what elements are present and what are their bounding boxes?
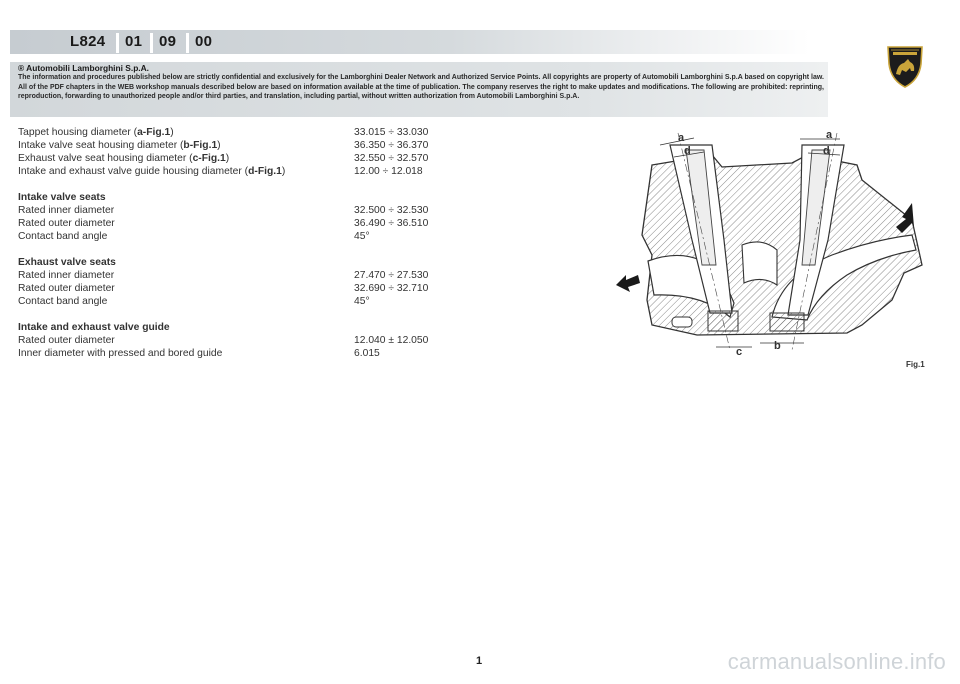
header-code-group: 01 <box>125 33 143 50</box>
spec-value-intake-seat-housing: 36.350 ÷ 36.370 <box>354 140 429 151</box>
spec-value-guide-outer: 12.040 ± 12.050 <box>354 335 429 346</box>
section-heading-valve-guide: Intake and exhaust valve guide <box>18 322 170 333</box>
coolant-passage <box>742 242 777 285</box>
bolt-hole <box>672 317 692 327</box>
figure-label-a-left: a <box>678 132 685 144</box>
spec-label-exhaust-seat-housing: Exhaust valve seat housing diameter (c-Fig.1) <box>18 153 230 164</box>
figure-label-b: b <box>774 340 781 352</box>
spec-value-intake-inner: 32.500 ÷ 32.530 <box>354 205 429 216</box>
spec-label-exhaust-outer: Rated outer diameter <box>18 283 115 294</box>
dimension-line-a-left <box>660 138 694 145</box>
spec-label-intake-seat-housing: Intake valve seat housing diameter (b-Fig.1) <box>18 140 221 151</box>
header-code-model: L824 <box>70 33 106 50</box>
cylinder-head-section-drawing <box>612 125 942 360</box>
page-number: 1 <box>476 655 483 667</box>
spec-value-intake-outer: 36.490 ÷ 36.510 <box>354 218 429 229</box>
header-separator <box>116 33 119 53</box>
figure-label-d-right: d <box>823 145 830 157</box>
header-separator <box>186 33 189 53</box>
watermark: carmanualsonline.info <box>727 649 946 674</box>
intake-valve-seat <box>770 313 804 331</box>
spec-label-intake-inner: Rated inner diameter <box>18 205 115 216</box>
section-heading-intake-seats: Intake valve seats <box>18 192 106 203</box>
figure-caption: Fig.1 <box>906 360 925 369</box>
spec-value-exhaust-seat-housing: 32.550 ÷ 32.570 <box>354 153 429 164</box>
header-code-section: 00 <box>195 33 213 50</box>
figure-label-a-right: a <box>826 129 833 141</box>
spec-label-exhaust-inner: Rated inner diameter <box>18 270 115 281</box>
spec-value-tappet: 33.015 ÷ 33.030 <box>354 127 429 138</box>
spec-label-intake-outer: Rated outer diameter <box>18 218 115 229</box>
spec-label-guide-inner: Inner diameter with pressed and bored guide <box>18 348 223 359</box>
figure-label-d-left: d <box>684 145 691 157</box>
lamborghini-logo <box>886 44 924 88</box>
spec-label-guide-housing: Intake and exhaust valve guide housing diameter (d-Fig.1) <box>18 166 286 177</box>
figure-label-c: c <box>736 346 743 358</box>
spec-value-guide-inner: 6.015 <box>354 348 380 359</box>
spec-label-tappet: Tappet housing diameter (a-Fig.1) <box>18 127 174 138</box>
spec-label-intake-angle: Contact band angle <box>18 231 108 242</box>
spec-label-guide-outer: Rated outer diameter <box>18 335 115 346</box>
spec-value-intake-angle: 45° <box>354 231 370 242</box>
header-separator <box>150 33 153 53</box>
spec-value-exhaust-outer: 32.690 ÷ 32.710 <box>354 283 429 294</box>
intake-flow-arrow-icon <box>616 275 640 292</box>
header-code-subgroup: 09 <box>159 33 177 50</box>
notice-body: The information and procedures published below are strictly confidential and exclusively for the Lamborghini Dealer Network and Authorized Service Points. All copyrights are property of Automobili Lamborghini S.p.A based on copyright law. All of the PDF chapters in the WEB workshop manuals described below are based on information available at the time of publication. The company reserves the right to make updates and modifications. The following are prohibited: reprinting, reproduction, forwarding to unauthorized people and/or third parties, and translation, including partial, without written authorization from Automobili Lamborghini S.p.A. <box>18 74 824 101</box>
spec-value-exhaust-angle: 45° <box>354 296 370 307</box>
spec-value-exhaust-inner: 27.470 ÷ 27.530 <box>354 270 429 281</box>
notice-title: ® Automobili Lamborghini S.p.A. <box>18 63 150 73</box>
spec-value-guide-housing: 12.00 ÷ 12.018 <box>354 166 423 177</box>
section-heading-exhaust-seats: Exhaust valve seats <box>18 257 116 268</box>
spec-label-exhaust-angle: Contact band angle <box>18 296 108 307</box>
